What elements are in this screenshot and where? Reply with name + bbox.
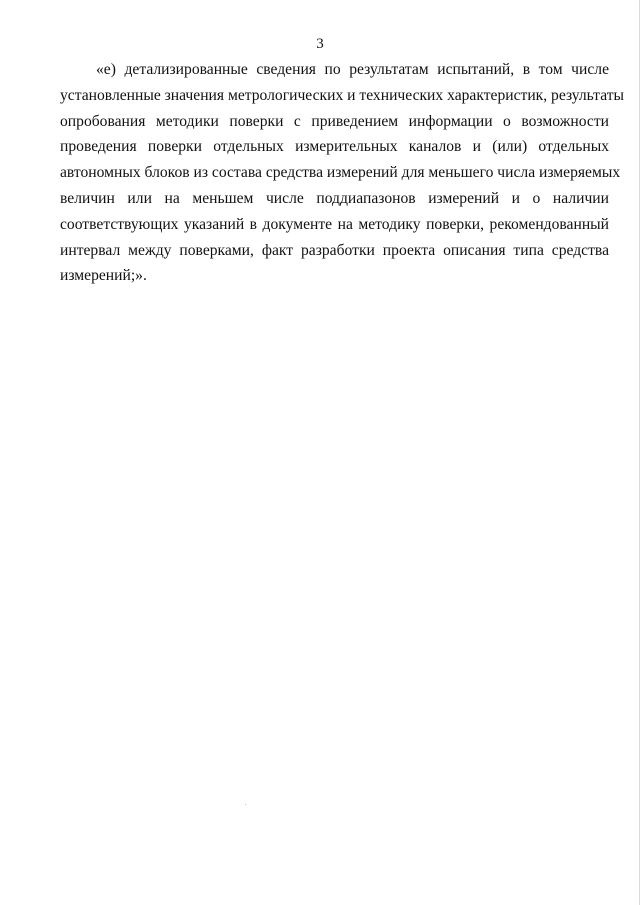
paragraph-line: «е) детализированные сведения по результатам испытаний, в том числе <box>96 61 609 78</box>
paragraph-line: автономных блоков из состава средства измерений для меньшего числа измеряемых <box>60 164 621 182</box>
paragraph-line: интервал между поверками, факт разработки проекта описания типа средства <box>60 241 609 259</box>
paragraph-line-last: измерений;». <box>60 267 147 285</box>
paragraph-e <box>60 57 625 289</box>
scan-artifact <box>245 804 246 805</box>
paragraph-line: величин или на меньшем числе поддиапазонов измерений и о наличии <box>60 189 609 207</box>
page-number: 3 <box>316 36 324 52</box>
paragraph-line: опробования методики поверки с приведением информации о возможности <box>60 112 609 130</box>
paragraph-line: проведения поверки отдельных измерительных каналов и (или) отдельных <box>60 138 609 156</box>
paragraph-line: соответствующих указаний в документе на методику поверки, рекомендованный <box>60 215 609 233</box>
paragraph-line: установленные значения метрологических и технических характеристик, результаты <box>60 86 625 104</box>
